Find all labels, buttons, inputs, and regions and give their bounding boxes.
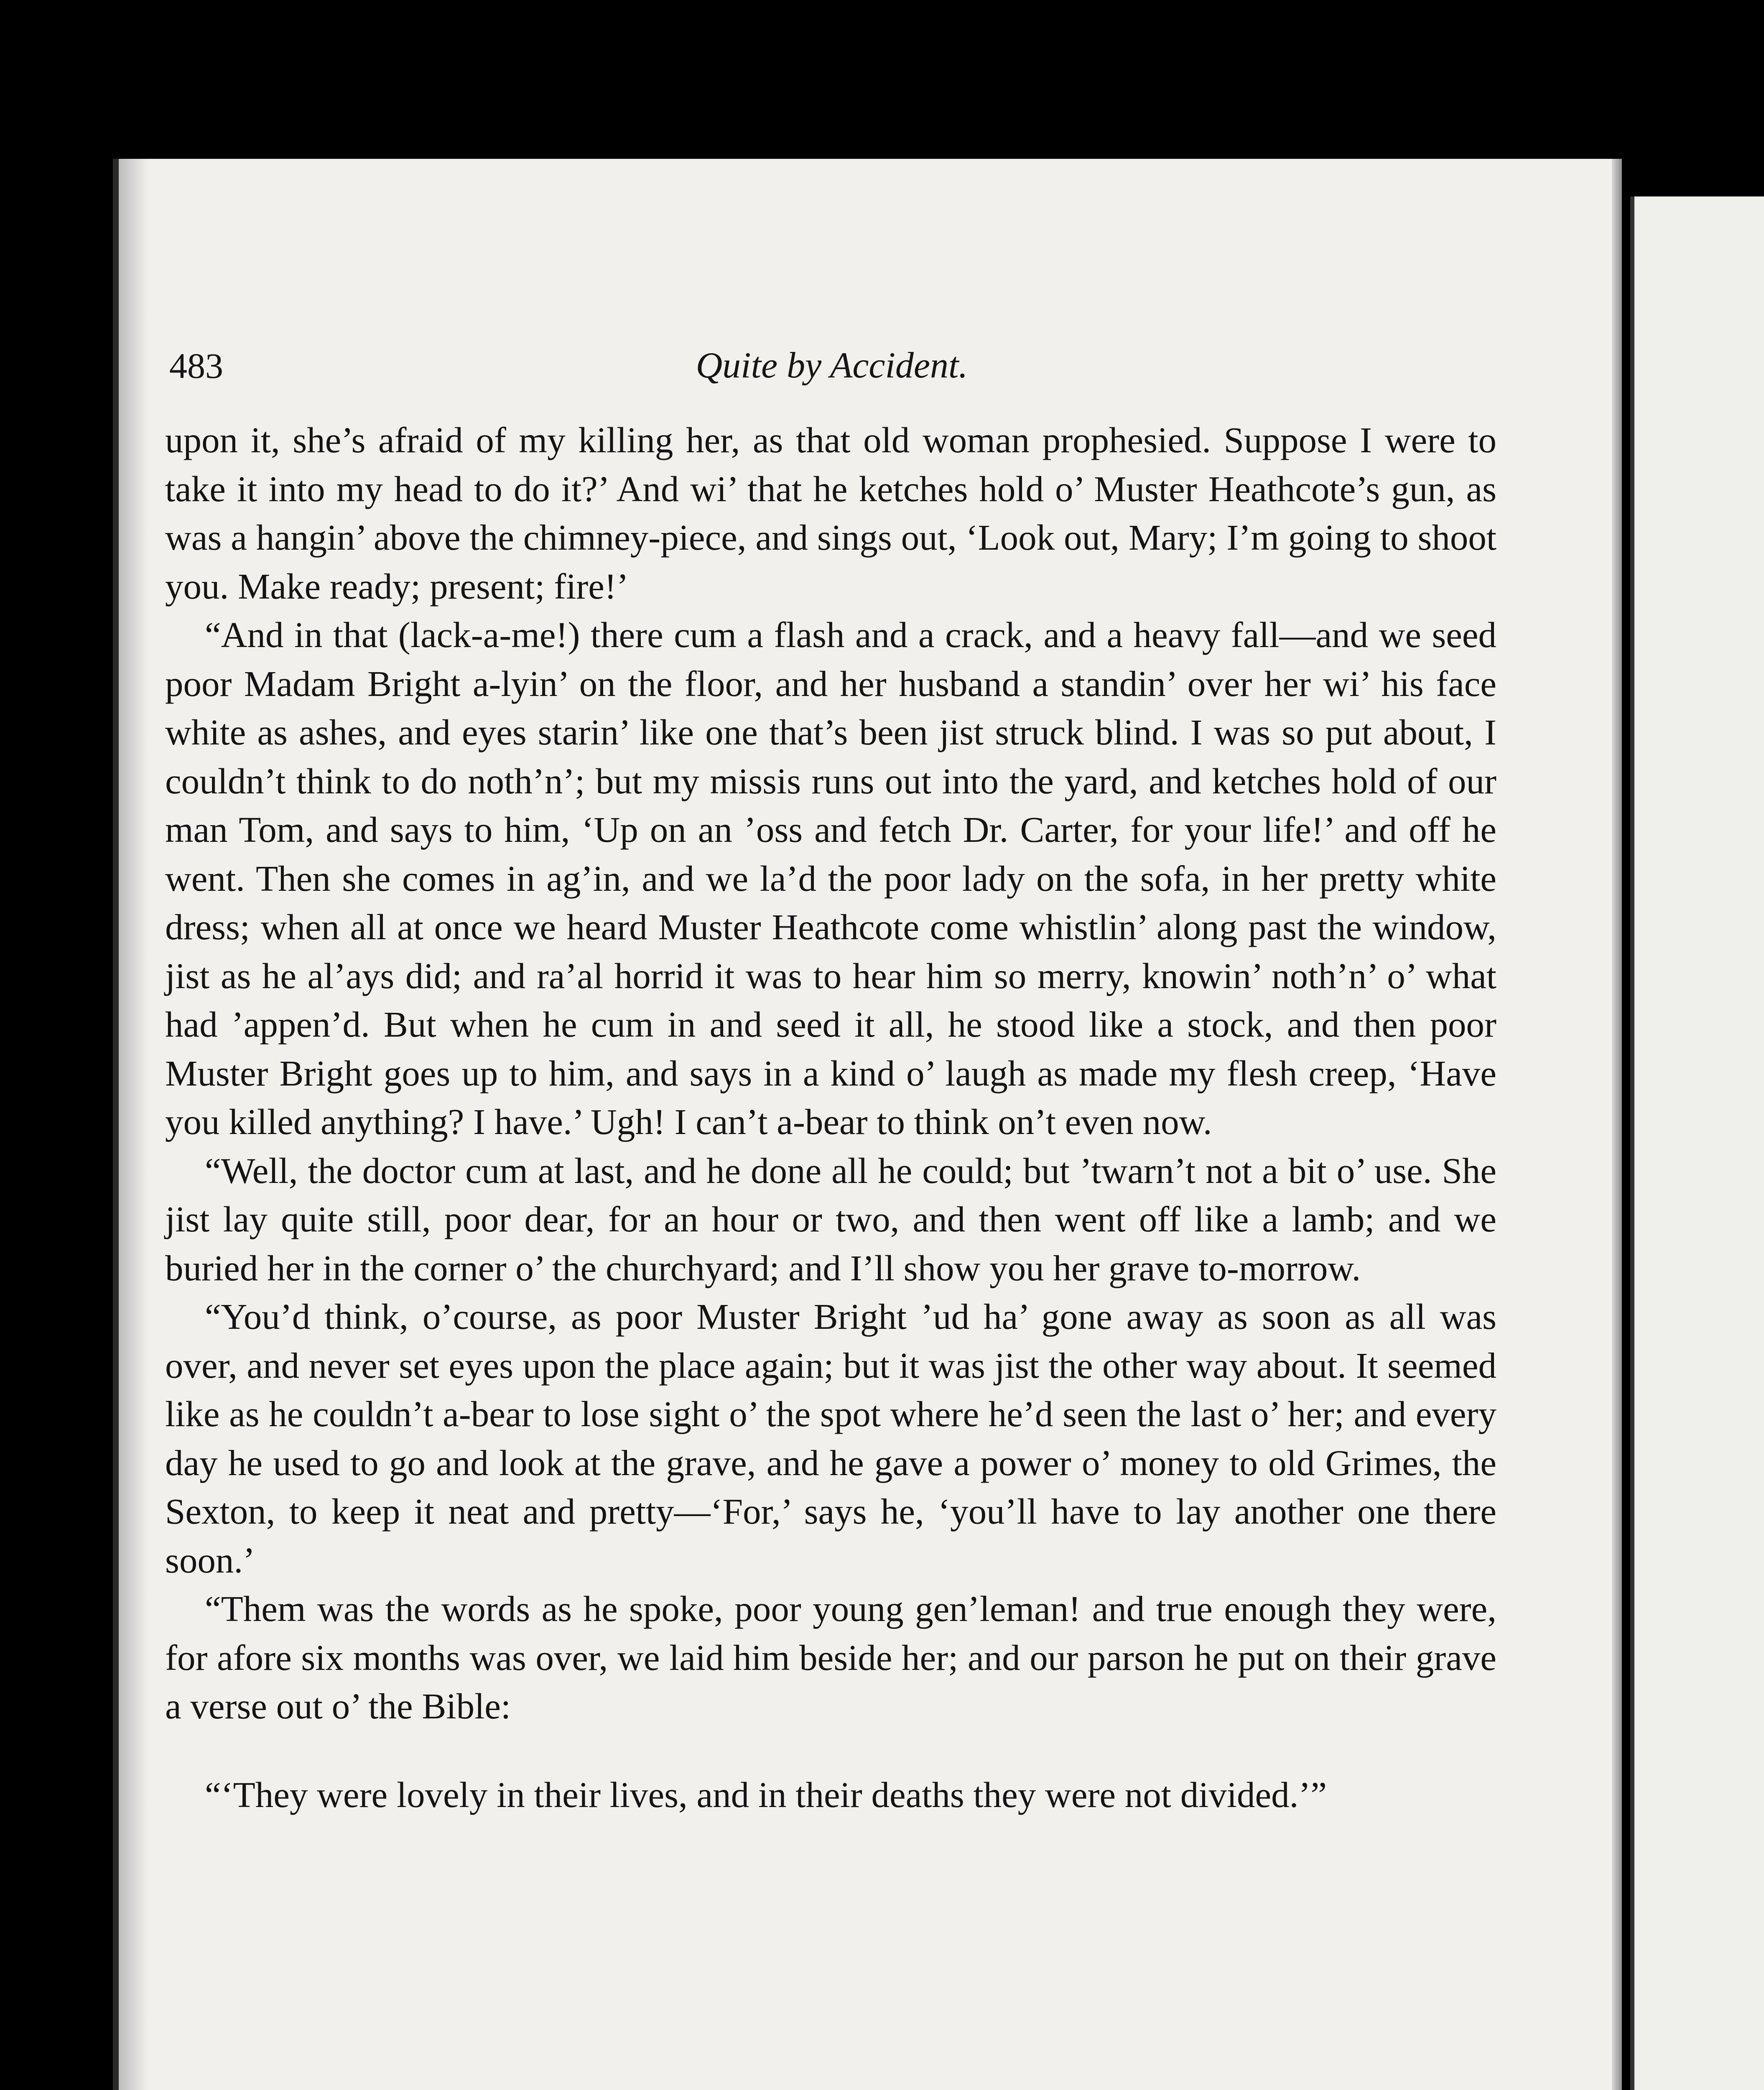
page-number: 483 — [169, 346, 223, 386]
page-edge — [1612, 159, 1622, 2090]
adjacent-page-edge — [1630, 196, 1764, 2090]
page-gutter-shadow — [119, 159, 148, 2090]
bible-quote: “‘They were lovely in their lives, and in their deaths they were not divided.’” — [205, 1774, 1327, 1815]
paragraph-5: “Them was the words as he spoke, poor young gen’leman! and true enough they were, for afore six months was over, we laid him beside her; and our parson he put on their grave a verse out o’ the Bible: — [165, 1588, 1496, 1726]
running-title: Quite by Accident. — [696, 345, 968, 386]
page-header — [169, 343, 1494, 389]
paragraph-3: “Well, the doctor cum at last, and he done all he could; but ’twarn’t not a bit o’ use. She jist lay quite still, poor dear, for an hour or two, and then went off like a lamb; and we buried her in the corner o’ the churchyard; and I’ll show you her grave to-morrow. — [165, 1150, 1496, 1288]
body-text — [165, 416, 1496, 1819]
paragraph-4: “You’d think, o’course, as poor Muster Bright ’ud ha’ gone away as soon as all was over, and never set eyes upon the place again; but it was jist the other way about. It seemed like as he couldn’t a-bear to lose sight o’ the spot where he’d seen the last o’ her; and every day he used to go and look at the grave, and he gave a power o’ money to old Grimes, the Sexton, to keep it neat and pretty—‘For,’ says he, ‘you’ll have to lay another one there soon.’ — [165, 1296, 1496, 1580]
paragraph-2: “And in that (lack-a-me!) there cum a flash and a crack, and a heavy fall—and we seed poor Madam Bright a-lyin’ on the floor, and her husband a standin’ over her wi’ his face white as ashes, and eyes starin’ like one that’s been jist struck blind. I was so put about, I couldn’t think to do noth’n’; but my missis runs out into the yard, and ketches hold of our man Tom, and says to him, ‘Up on an ’oss and fetch Dr. Carter, for your life!’ and off he went. Then she comes in ag’in, and we la’d the poor lady on the sofa, in her pretty white dress; when all at once we heard Muster Heathcote come whistlin’ along past the window, jist as he al’ays did; and ra’al horrid it was to hear him so merry, knowin’ noth’n’ o’ what had ’appen’d. But when he cum in and seed it all, he stood like a stock, and then poor Muster Bright goes up to him, and says in a kind o’ laugh as made my flesh creep, ‘Have you killed anything? I have.’ Ugh! I can’t a-bear to think on’t even now. — [165, 614, 1496, 1142]
paragraph-1: upon it, she’s afraid of my killing her, as that old woman prophesied. Suppose I were to take it into my head to do it?’ And wi’ that he ketches hold o’ Muster Heathcote’s gun, as was a hangin’ above the chimney-piece, and sings out, ‘Look out, Mary; I’m going to shoot you. Make ready; present; fire!’ — [165, 420, 1496, 607]
